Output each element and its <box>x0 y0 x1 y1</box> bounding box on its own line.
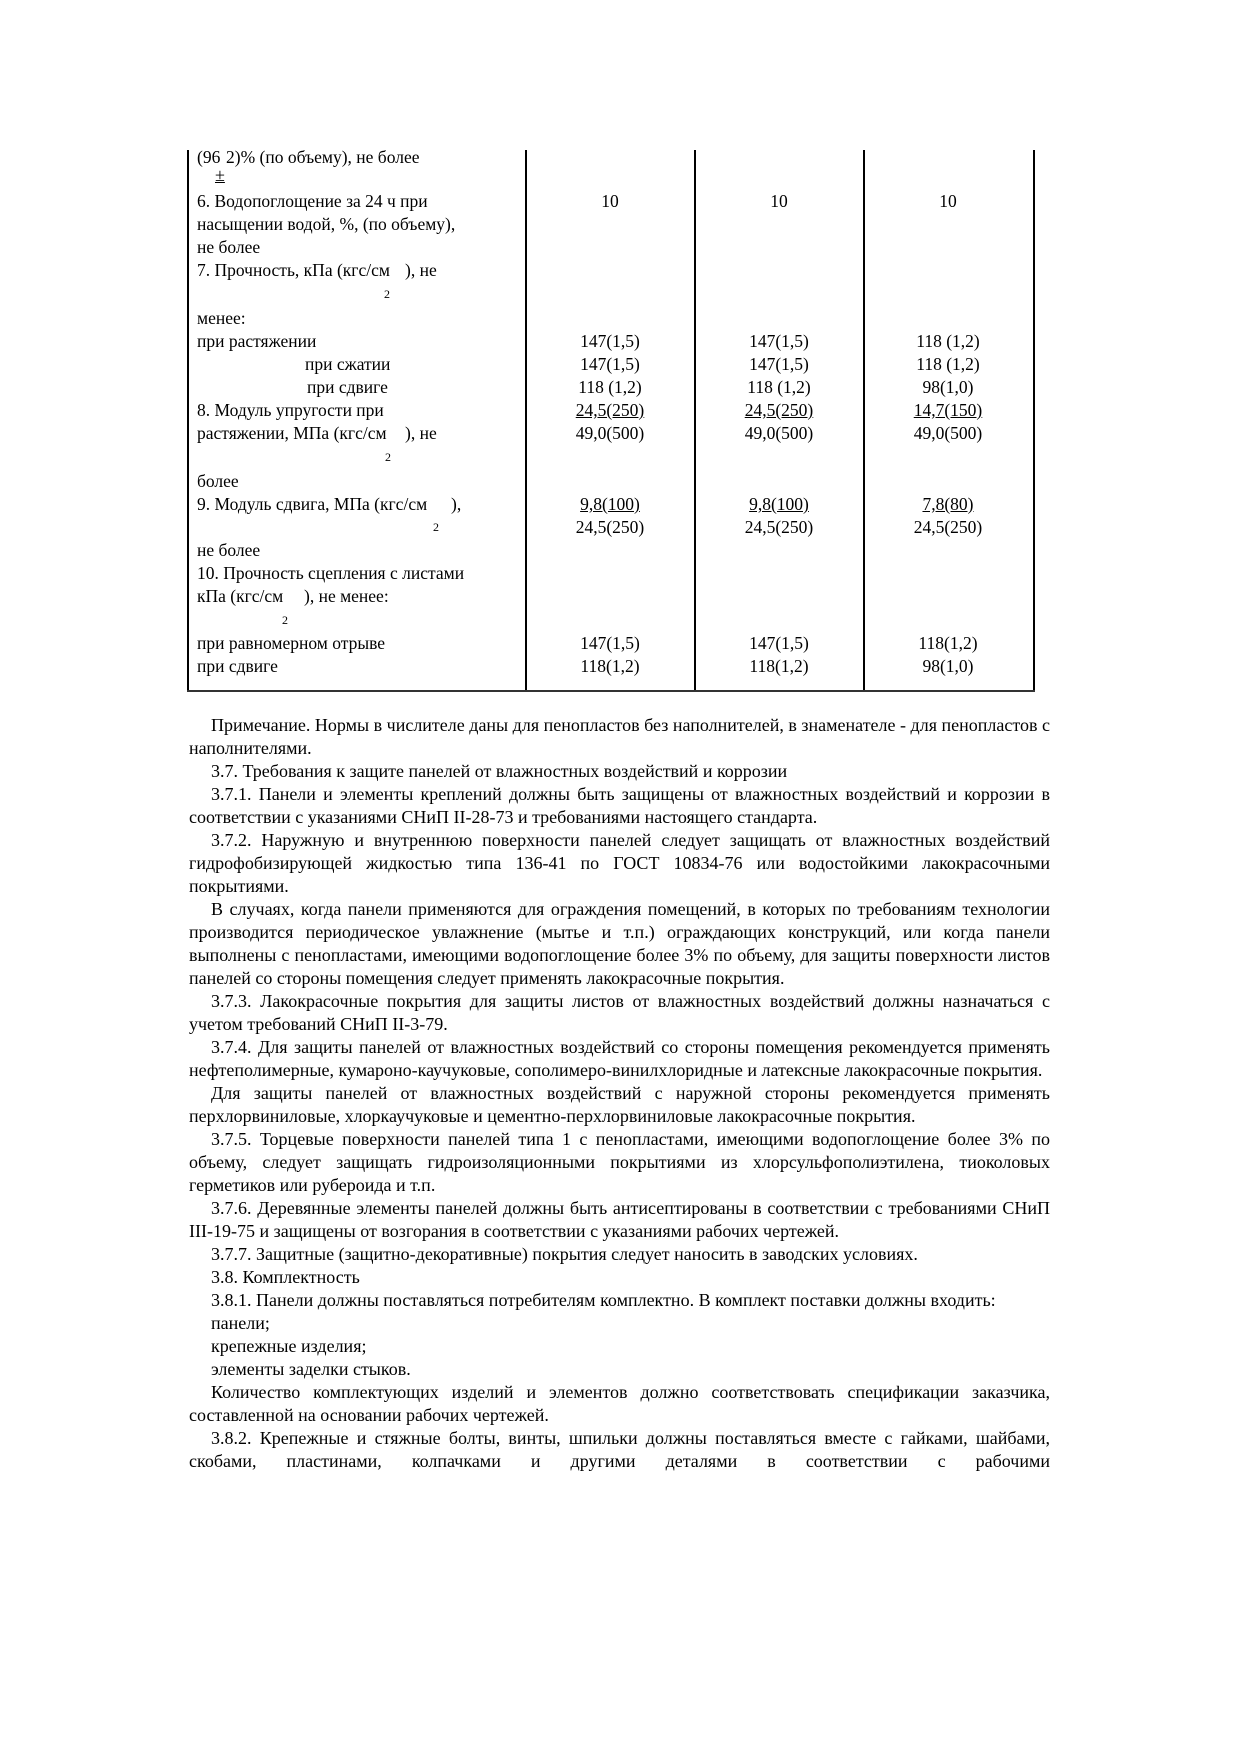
paragraph: 3.7.4. Для защиты панелей от влажностных воздействий со стороны помещения рекомендуется применять нефтеполимерные, кумароно-каучуковые, сополимеро-винилхлоридные и латексные лакокрасочные покрытия. <box>189 1037 1050 1080</box>
table-value-cell: 98(1,0) <box>922 656 974 676</box>
parameter-label: при равномерном отрыве <box>197 633 386 653</box>
unit-exponent: 2 <box>433 520 439 534</box>
table-value-cell: 118 (1,2) <box>578 377 642 397</box>
paragraph: 3.7.7. Защитные (защитно-декоративные) покрытия следует наносить в заводских условиях. <box>211 1244 918 1264</box>
table-value-cell: 49,0(500) <box>913 423 983 443</box>
unit-exponent: 2 <box>282 613 288 627</box>
table-value-cell: 118 (1,2) <box>747 377 811 397</box>
parameter-label: не более <box>197 237 261 257</box>
parameter-label: 7. Прочность, кПа (кгс/см <box>197 260 390 280</box>
table-value-cell: 24,5(250) <box>575 517 645 537</box>
paragraph: 3.7.2. Наружную и внутреннюю поверхности панелей следует защищать от влажностных воздействий гидрофобизирующей жидкостью типа 136-41 по ГОСТ 10834-76 или водостойкими лакокрасочными покрытиями. <box>189 830 1050 896</box>
parameter-label: ), не <box>405 423 437 443</box>
table-border-left <box>187 150 189 692</box>
parameter-label: 10. Прочность сцепления с листами <box>197 563 465 583</box>
table-value-cell: 118(1,2) <box>580 656 640 676</box>
table-value-cell: 14,7(150) <box>913 400 983 420</box>
paragraph: В случаях, когда панели применяются для ограждения помещений, в которых по требованиям технологии производится периодическое увлажнение (мытье и т.п.) ограждающих конструкций, или когда панели выполнены с пенопластами, имеющими водопоглощение более 3% по объему, для защиты поверхности листов панелей со стороны помещения следует применять лакокрасочные покрытия. <box>189 899 1050 988</box>
paragraph: крепежные изделия; <box>211 1336 367 1356</box>
paragraph: 3.7. Требования к защите панелей от влажностных воздействий и коррозии <box>211 761 788 781</box>
parameter-label: при сдвиге <box>307 377 388 397</box>
paragraph: Для защиты панелей от влажностных воздействий с наружной стороны рекомендуется применять перхлорвиниловые, хлоркаучуковые и цементно-перхлорвиниловые лакокрасочные покрытия. <box>189 1083 1050 1126</box>
parameter-label: при сжатии <box>305 354 391 374</box>
table-value-cell: 7,8(80) <box>922 494 974 514</box>
parameter-label: ), не менее: <box>304 586 389 606</box>
table-value-cell: 147(1,5) <box>749 633 809 653</box>
parameter-label: 2)% (по объему), не более <box>226 147 420 167</box>
table-value-cell: 10 <box>601 191 619 211</box>
paragraph: 3.8.2. Крепежные и стяжные болты, винты, шпильки должны поставляться вместе с гайками, шайбами, скобами, пластинами, колпачками и другими деталями в соответствии с рабочими <box>189 1428 1050 1471</box>
paragraph: 3.8.1. Панели должны поставляться потребителям комплектно. В комплект поставки должны входить: <box>211 1290 996 1310</box>
table-value-cell: 118(1,2) <box>749 656 809 676</box>
parameter-label: (96 <box>197 147 221 167</box>
table-value-cell: 118(1,2) <box>918 633 978 653</box>
table-border-bottom <box>187 690 1035 692</box>
parameter-label: кПа (кгс/см <box>197 586 284 606</box>
parameter-label: менее: <box>197 308 246 328</box>
parameter-label: растяжении, МПа (кгс/см <box>197 423 387 443</box>
table-value-cell: 24,5(250) <box>913 517 983 537</box>
parameter-label: при сдвиге <box>197 656 278 676</box>
table-value-cell: 24,5(250) <box>744 400 814 420</box>
table-value-cell: 49,0(500) <box>575 423 645 443</box>
table-value-cell: 49,0(500) <box>744 423 814 443</box>
table-value-cell: 118 (1,2) <box>916 331 980 351</box>
unit-exponent: 2 <box>384 287 390 301</box>
paragraph: 3.7.3. Лакокрасочные покрытия для защиты листов от влажностных воздействий должны назначаться с учетом требований СНиП II-3-79. <box>189 991 1050 1034</box>
paragraph: 3.7.5. Торцевые поверхности панелей типа 1 с пенопластами, имеющими водопоглощение более 3% по объему, следует защищать гидроизоляционными покрытиями из хлорсульфополиэтилена, тиоколовых герметиков или рубероида и т.п. <box>189 1129 1050 1195</box>
table-value-cell: 24,5(250) <box>575 400 645 420</box>
plus-minus-symbol: ± <box>215 165 225 185</box>
table-value-cell: 147(1,5) <box>580 331 640 351</box>
table-value-cell: 118 (1,2) <box>916 354 980 374</box>
parameter-label: 9. Модуль сдвига, МПа (кгс/см <box>197 494 428 514</box>
table-value-cell: 10 <box>770 191 788 211</box>
paragraph: 3.7.1. Панели и элементы креплений должны быть защищены от влажностных воздействий и коррозии в соответствии с указаниями СНиП II-28-73 и требованиями настоящего стандарта. <box>189 784 1050 827</box>
document-body <box>189 714 1050 1473</box>
paragraph: Количество комплектующих изделий и элементов должно соответствовать спецификации заказчика, составленной на основании рабочих чертежей. <box>189 1382 1050 1425</box>
parameter-label: более <box>197 471 239 491</box>
parameter-label: при растяжении <box>197 331 317 351</box>
paragraph: панели; <box>211 1313 270 1333</box>
parameter-label: 6. Водопоглощение за 24 ч при <box>197 191 428 211</box>
parameter-label: ), <box>451 494 462 514</box>
parameter-label: насыщении водой, %, (по объему), <box>197 214 456 234</box>
table-border-right <box>1033 150 1035 692</box>
table-grid <box>187 147 1035 692</box>
paragraph: элементы заделки стыков. <box>211 1359 411 1379</box>
parameter-label: ), не <box>405 260 437 280</box>
table-value-cell: 9,8(100) <box>749 494 809 514</box>
table-value-cell: 10 <box>939 191 957 211</box>
table-value-cell: 24,5(250) <box>744 517 814 537</box>
paragraph: Примечание. Нормы в числителе даны для пенопластов без наполнителей, в знаменателе - для пенопластов с наполнителями. <box>189 715 1050 758</box>
paragraph: 3.7.6. Деревянные элементы панелей должны быть антисептированы в соответствии с требованиями СНиП III-19-75 и защищены от возгорания в соответствии с указаниями рабочих чертежей. <box>189 1198 1050 1241</box>
unit-exponent: 2 <box>385 450 391 464</box>
table-value-cell: 147(1,5) <box>580 633 640 653</box>
specifications-table <box>187 147 1035 692</box>
parameter-label: 8. Модуль упругости при <box>197 400 384 420</box>
table-value-cell: 147(1,5) <box>749 331 809 351</box>
table-value-cell: 147(1,5) <box>749 354 809 374</box>
table-value-cell: 147(1,5) <box>580 354 640 374</box>
paragraph: 3.8. Комплектность <box>211 1267 360 1287</box>
parameter-label: не более <box>197 540 261 560</box>
table-value-cell: 98(1,0) <box>922 377 974 397</box>
table-value-cell: 9,8(100) <box>580 494 640 514</box>
